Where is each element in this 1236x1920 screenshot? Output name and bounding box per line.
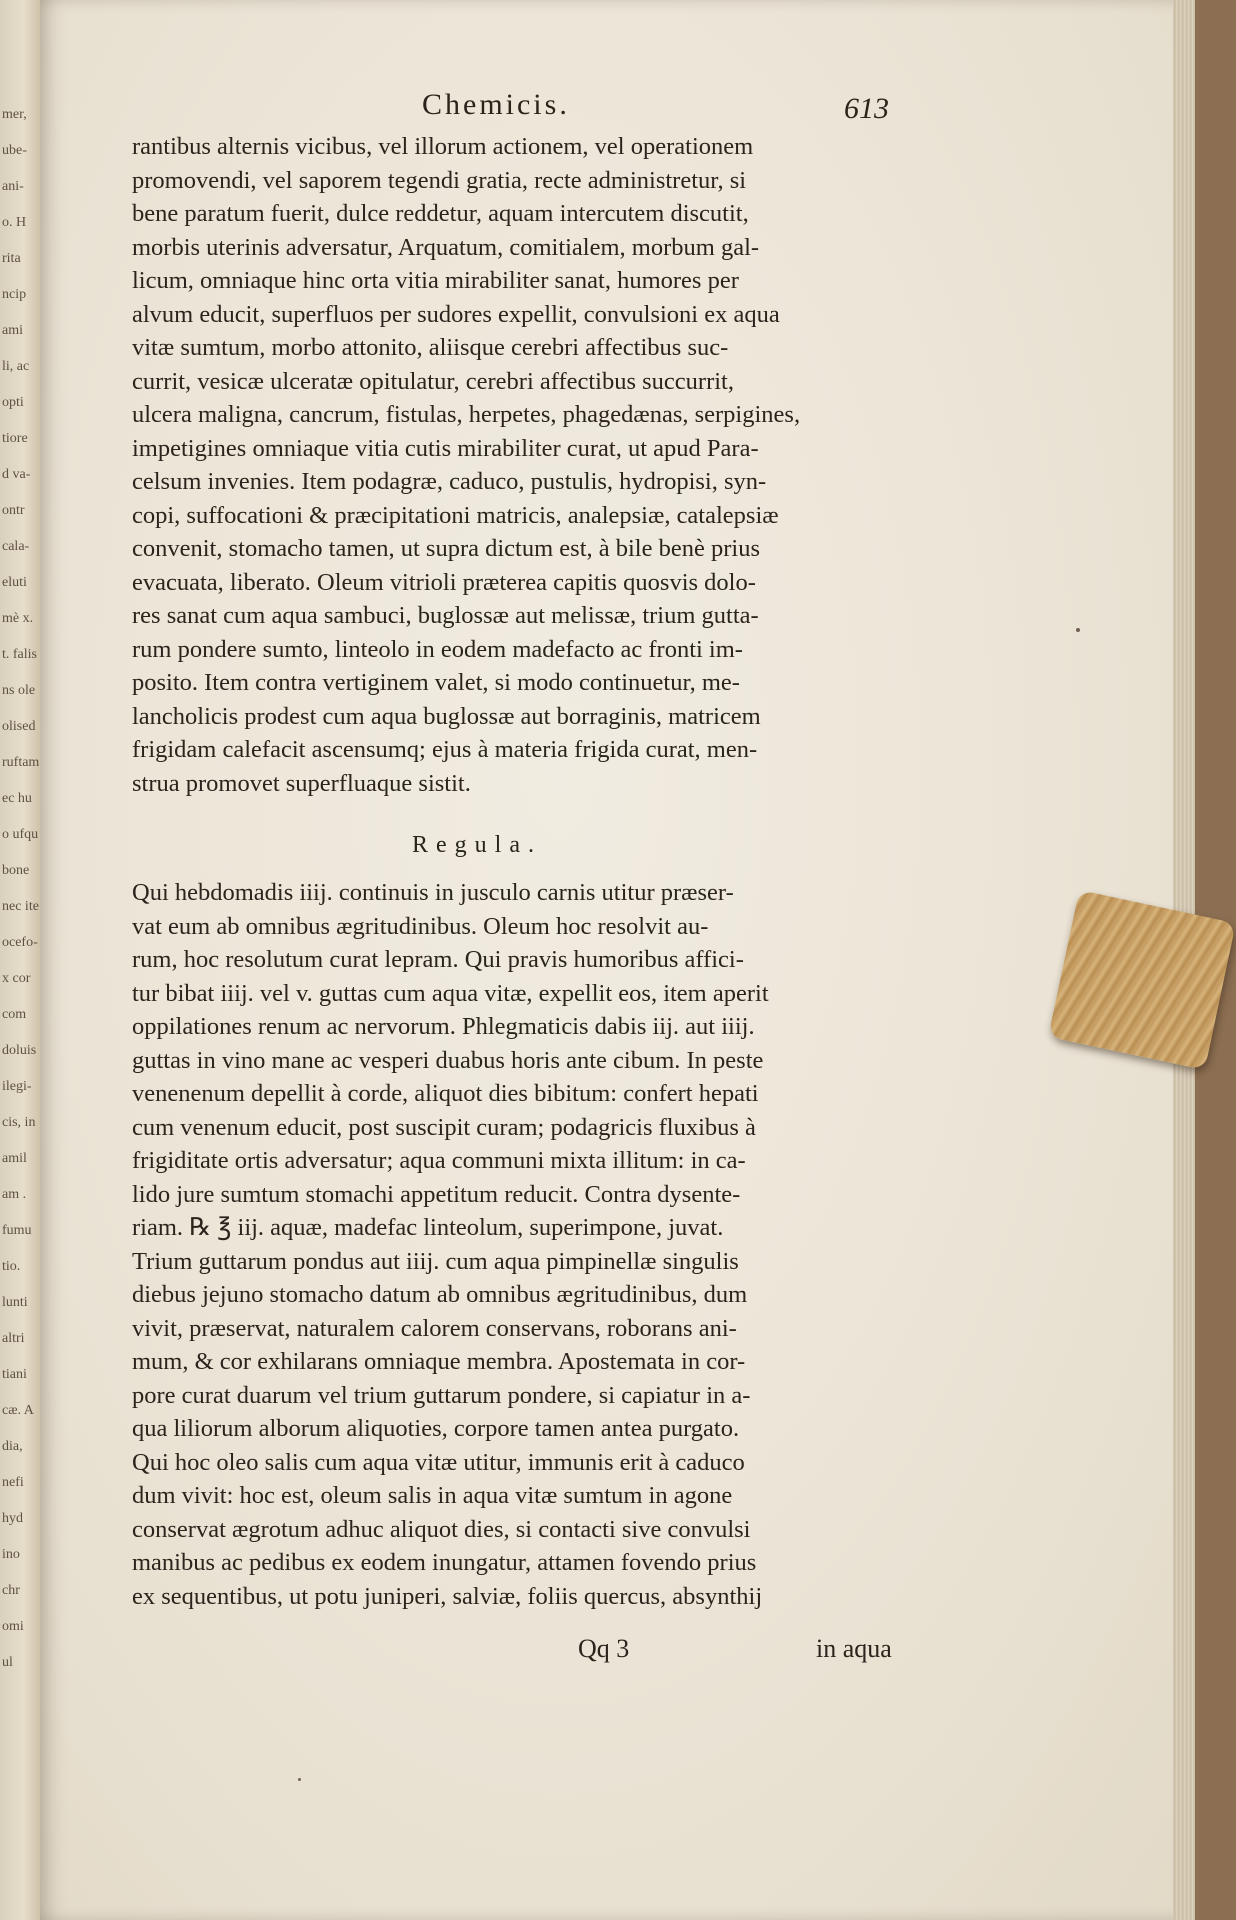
previous-page-fragment: o ufqu — [2, 827, 39, 842]
previous-page-fragment: eluti — [2, 575, 27, 590]
previous-page-fragment: x cor — [2, 971, 31, 986]
previous-page-fragment: amil — [2, 1151, 27, 1166]
previous-page-fragment: ul — [2, 1655, 13, 1670]
previous-page-fragment: t. falis — [2, 647, 37, 662]
previous-page-fragment: rita — [2, 251, 21, 266]
previous-page-fragment: ami — [2, 323, 23, 338]
text-line: riam. ℞ ℥ iij. aquæ, madefac linteolum, superimpone, juvat. — [132, 1214, 724, 1241]
previous-page-fragment: fumu — [2, 1223, 32, 1238]
previous-page-fragment: mer, — [2, 107, 27, 122]
text-line: vivit, præservat, naturalem calorem conservans, roborans ani- — [132, 1314, 737, 1342]
text-line: oppilationes renum ac nervorum. Phlegmaticis dabis iij. aut iiij. — [132, 1013, 755, 1040]
previous-page-fragment: olised — [2, 719, 36, 734]
previous-page-fragment: o. H — [2, 215, 27, 230]
text-line: frigidam calefacit ascensumq; ejus à materia frigida curat, men- — [132, 736, 758, 763]
running-title: Chemicis. — [422, 88, 570, 121]
text-line: vitæ sumtum, morbo attonito, aliisque cerebri affectibus suc- — [132, 334, 729, 361]
catchword: in aqua — [816, 1634, 892, 1663]
previous-page-fragment: cis, in — [2, 1115, 36, 1130]
previous-page-fragment: ino — [2, 1547, 20, 1562]
text-line: qua liliorum alborum aliquoties, corpore tamen antea purgato. — [132, 1415, 740, 1442]
previous-page-fragment: ani- — [2, 179, 24, 194]
paper-speck — [1076, 628, 1080, 632]
text-line: morbis uterinis adversatur, Arquatum, comitialem, morbum gal- — [132, 233, 760, 261]
previous-page-fragment: li, ac — [2, 359, 30, 374]
previous-page-fragment: doluis — [2, 1043, 37, 1058]
previous-page-fragment: mè x. — [2, 611, 34, 626]
text-line: celsum invenies. Item podagræ, caduco, pustulis, hydropisi, syn- — [132, 468, 767, 495]
previous-page-fragment: cæ. A — [2, 1403, 34, 1418]
text-line: currit, vesicæ ulceratæ opitulatur, cerebri affectibus succurrit, — [132, 367, 734, 395]
text-line: diebus jejuno stomacho datum ab omnibus ægritudinibus, dum — [132, 1281, 748, 1308]
text-line: bene paratum fuerit, dulce reddetur, aquam intercutem discutit, — [132, 200, 749, 227]
text-line: rantibus alternis vicibus, vel illorum actionem, vel operationem — [132, 133, 754, 160]
text-line: mum, & cor exhilarans omniaque membra. Apostemata in cor- — [132, 1348, 746, 1375]
text-line: alvum educit, superfluos per sudores expellit, convulsioni ex aqua — [132, 300, 780, 328]
previous-page-fragment: opti — [2, 395, 24, 410]
previous-page-fragment: lunti — [2, 1295, 28, 1310]
previous-page-fragment: nec ite — [2, 899, 39, 914]
previous-page-fragment: ncip — [2, 287, 27, 302]
previous-page-fragment: omi — [2, 1619, 24, 1634]
text-line: frigiditate ortis adversatur; aqua communi mixta illitum: in ca- — [132, 1147, 746, 1174]
text-line: Trium guttarum pondus aut iiij. cum aqua pimpinellæ singulis — [132, 1247, 739, 1275]
text-line: conservat ægrotum adhuc aliquot dies, si contacti sive convulsi — [132, 1515, 751, 1543]
previous-page-fragment: am . — [2, 1187, 27, 1202]
section-heading: Regula. — [412, 832, 542, 858]
text-line: ex sequentibus, ut potu juniperi, salviæ, foliis quercus, absynthij — [132, 1582, 763, 1610]
text-line: lido jure sumtum stomachi appetitum reducit. Contra dysente- — [132, 1180, 741, 1208]
previous-page-fragment: ns ole — [2, 683, 36, 698]
text-line: rum pondere sumto, linteolo in eodem madefacto ac fronti im- — [132, 635, 743, 663]
previous-page-fragment: ec hu — [2, 791, 32, 806]
text-line: posito. Item contra vertiginem valet, si modo continuetur, me- — [132, 669, 740, 696]
text-line: Qui hebdomadis iiij. continuis in jusculo carnis utitur præser- — [132, 879, 734, 906]
previous-page-margin — [0, 0, 40, 1920]
text-line: convenit, stomacho tamen, ut supra dictum est, à bile benè prius — [132, 535, 760, 562]
previous-page-fragment: nefi — [2, 1475, 24, 1490]
text-line: lancholicis prodest cum aqua buglossæ aut borraginis, matricem — [132, 702, 761, 730]
paragraph-1 — [132, 130, 932, 800]
paragraph-2 — [132, 876, 932, 1613]
text-line: res sanat cum aqua sambuci, buglossæ aut melissæ, trium gutta- — [132, 602, 759, 629]
previous-page-fragment: tiani — [2, 1367, 27, 1382]
text-line: promovendi, vel saporem tegendi gratia, recte administretur, si — [132, 166, 747, 194]
previous-page-fragment: hyd — [2, 1511, 23, 1526]
previous-page-fragment: altri — [2, 1331, 25, 1346]
previous-page-fragment: tiore — [2, 431, 28, 446]
text-line: guttas in vino mane ac vesperi duabus horis ante cibum. In peste — [132, 1046, 764, 1074]
previous-page-fragment: ontr — [2, 503, 25, 518]
previous-page-fragment: chr — [2, 1583, 20, 1598]
text-line: impetigines omniaque vitia cutis mirabiliter curat, ut apud Para- — [132, 434, 759, 462]
text-line: rum, hoc resolutum curat lepram. Qui pravis humoribus affici- — [132, 946, 744, 973]
previous-page-fragment: cala- — [2, 539, 30, 554]
text-line: licum, omniaque hinc orta vitia mirabiliter sanat, humores per — [132, 267, 739, 294]
text-line: ulcera maligna, cancrum, fistulas, herpetes, phagedænas, serpigines, — [132, 401, 801, 428]
previous-page-fragment: dia, — [2, 1439, 23, 1454]
previous-page-fragment: tio. — [2, 1259, 21, 1274]
text-line: tur bibat iiij. vel v. guttas cum aqua vitæ, expellit eos, item aperit — [132, 979, 769, 1007]
paper-speck — [298, 1778, 301, 1781]
previous-page-fragment: ube- — [2, 143, 27, 158]
text-line: strua promovet superfluaque sistit. — [132, 769, 471, 797]
text-line: evacuata, liberato. Oleum vitrioli præterea capitis quosvis dolo- — [132, 568, 756, 596]
text-line: pore curat duarum vel trium guttarum pondere, si capiatur in a- — [132, 1381, 751, 1409]
text-line: venenenum depellit à corde, aliquot dies bibitum: confert hepati — [132, 1080, 759, 1107]
text-line: Qui hoc oleo salis cum aqua vitæ utitur, immunis erit à caduco — [132, 1448, 745, 1476]
text-line: copi, suffocationi & præcipitationi matricis, analepsiæ, catalepsiæ — [132, 501, 779, 529]
signature-mark: Qq 3 — [578, 1634, 630, 1663]
text-line: vat eum ab omnibus ægritudinibus. Oleum hoc resolvit au- — [132, 912, 709, 940]
text-line: manibus ac pedibus ex eodem inungatur, attamen fovendo prius — [132, 1549, 757, 1576]
previous-page-fragment: ocefo- — [2, 935, 38, 950]
previous-page-fragment: ilegi- — [2, 1079, 32, 1094]
page-number: 613 — [844, 92, 889, 125]
text-line: dum vivit: hoc est, oleum salis in aqua vitæ sumtum in agone — [132, 1482, 733, 1509]
previous-page-fragment: com — [2, 1007, 27, 1022]
previous-page-fragment: ruftam — [2, 755, 40, 770]
book-page — [40, 0, 1195, 1920]
text-line: cum venenum educit, post suscipit curam; podagricis fluxibus à — [132, 1113, 756, 1141]
previous-page-fragment: bone — [2, 863, 30, 878]
previous-page-fragment: d va- — [2, 467, 31, 482]
